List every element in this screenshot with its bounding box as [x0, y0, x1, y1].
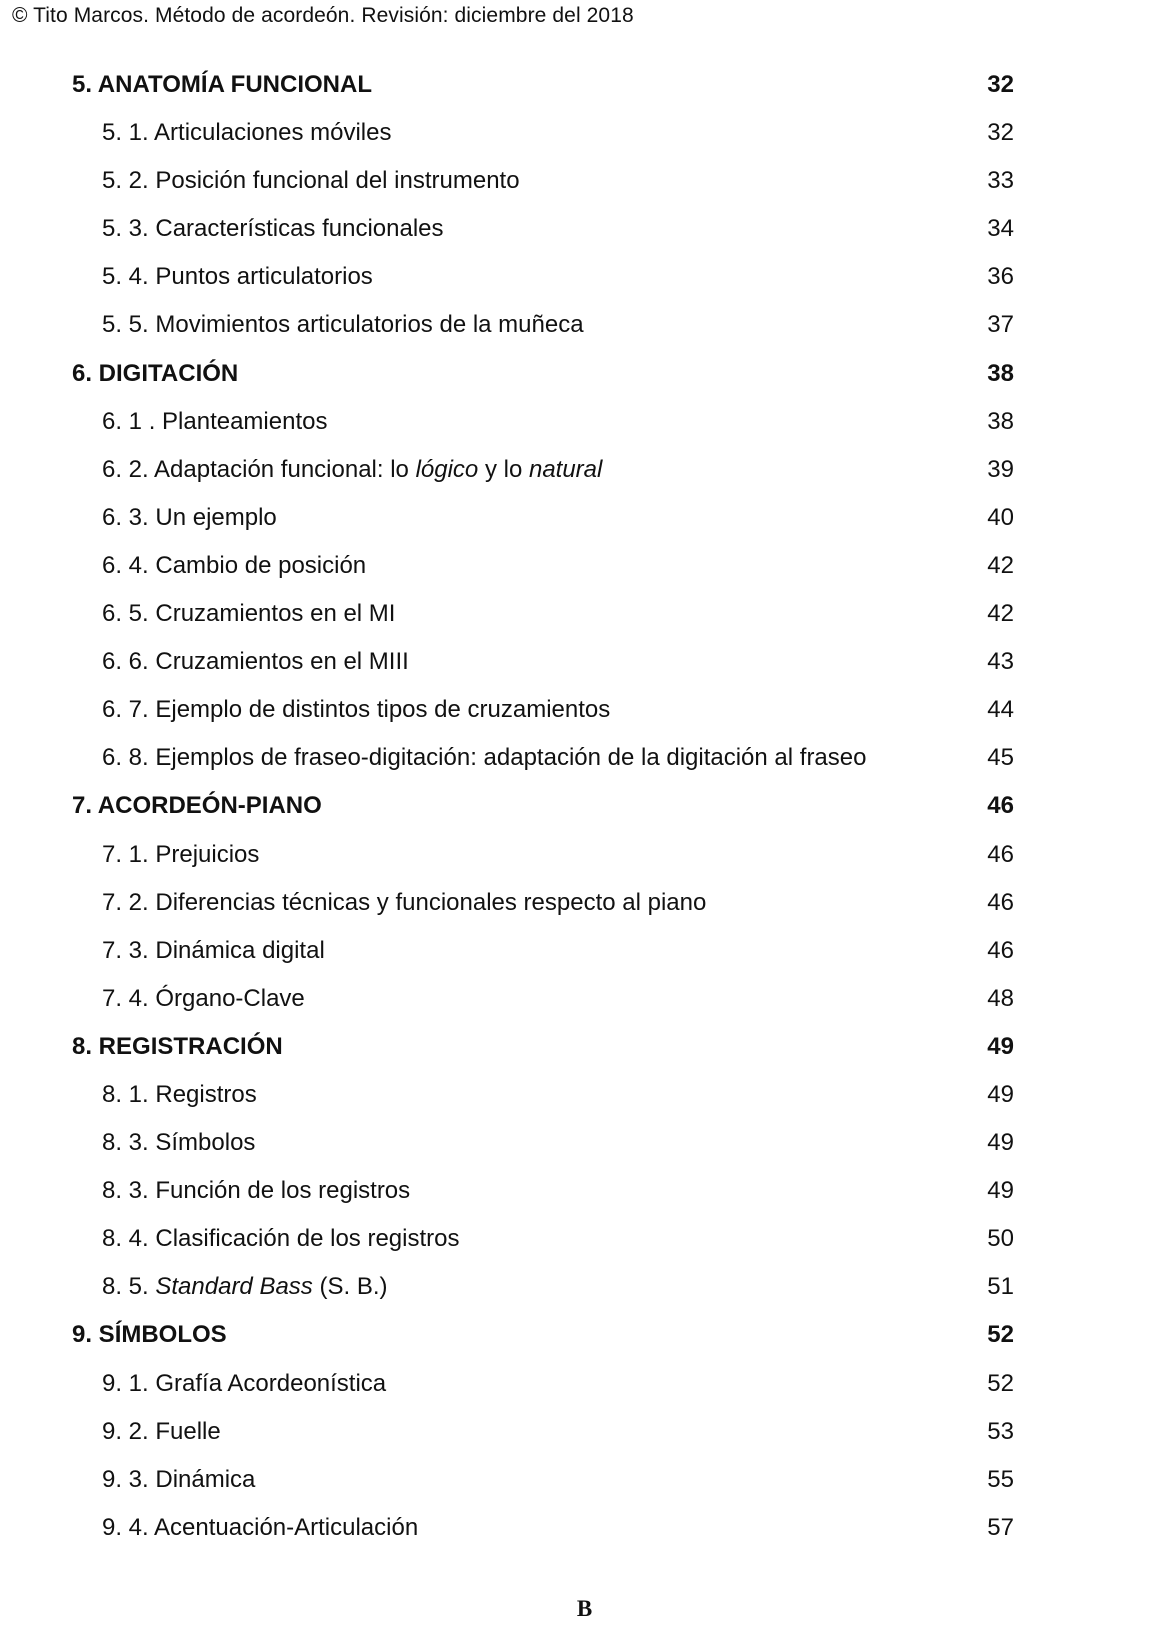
toc-entry-title: 5. 1. Articulaciones móviles	[102, 119, 392, 147]
toc-entry-title: 7. ACORDEÓN-PIANO	[72, 792, 322, 820]
toc-title-part: y lo	[478, 455, 529, 483]
toc-chapter-entry	[72, 782, 1014, 830]
toc-entry-title: 5. 3. Características funcionales	[102, 215, 444, 243]
toc-section-entry	[72, 1263, 1014, 1311]
toc-section-entry	[72, 253, 1014, 301]
toc-entry-title: 7. 2. Diferencias técnicas y funcionales respecto al piano	[102, 888, 707, 916]
toc-page-number: 43	[987, 648, 1014, 676]
toc-page-number: 55	[987, 1465, 1014, 1493]
toc-page-number: 42	[987, 551, 1014, 579]
toc-page-number: 51	[987, 1273, 1014, 1301]
toc-title-italic-part: lógico	[415, 455, 479, 483]
toc-entry-title: 6. 5. Cruzamientos en el MI	[102, 600, 396, 628]
toc-title-part: (S. B.)	[312, 1273, 388, 1301]
table-of-contents	[72, 61, 1014, 1552]
toc-page-number: 48	[987, 984, 1014, 1012]
toc-entry-title: 5. 5. Movimientos articulatorios de la muñeca	[102, 311, 584, 339]
toc-entry-title: 9. 1. Grafía Acordeonística	[102, 1369, 387, 1397]
toc-entry-title: 8. 3. Función de los registros	[102, 1177, 411, 1205]
toc-section-entry	[72, 205, 1014, 253]
toc-section-entry	[72, 1360, 1014, 1408]
toc-chapter-entry	[72, 1311, 1014, 1359]
toc-page-number: 46	[987, 936, 1014, 964]
toc-entry-title: 5. 4. Puntos articulatorios	[102, 263, 373, 291]
toc-section-entry	[72, 494, 1014, 542]
toc-section-entry	[72, 1119, 1014, 1167]
toc-page-number: 42	[987, 600, 1014, 628]
toc-section-entry	[72, 975, 1014, 1023]
toc-page-number: 52	[987, 1369, 1014, 1397]
toc-page-number: 37	[987, 311, 1014, 339]
toc-entry-title: 6. 3. Un ejemplo	[102, 503, 277, 531]
toc-title-part: 8. 5.	[102, 1273, 156, 1301]
toc-page-number: 39	[987, 455, 1014, 483]
toc-page-number: 34	[987, 215, 1014, 243]
toc-section-entry	[72, 1167, 1014, 1215]
toc-entry-title: 9. SÍMBOLOS	[72, 1321, 227, 1349]
toc-section-entry	[72, 1504, 1014, 1552]
toc-entry-title: 9. 3. Dinámica	[102, 1465, 256, 1493]
toc-section-entry	[72, 734, 1014, 782]
toc-page-number: 33	[987, 167, 1014, 195]
toc-page-number: 57	[987, 1513, 1014, 1541]
toc-page-number: 49	[987, 1129, 1014, 1157]
toc-page-number: 46	[987, 840, 1014, 868]
toc-page-number: 32	[987, 71, 1014, 98]
toc-page-number: 36	[987, 263, 1014, 291]
copyright-header: © Tito Marcos. Método de acordeón. Revisión: diciembre del 2018	[12, 4, 634, 27]
toc-section-entry	[72, 398, 1014, 446]
toc-section-entry	[72, 590, 1014, 638]
toc-entry-title: 6. 1 . Planteamientos	[102, 407, 328, 435]
page-letter: B	[576, 1596, 593, 1621]
toc-page-number: 45	[987, 744, 1014, 772]
toc-page-number: 53	[987, 1417, 1014, 1445]
toc-section-entry	[72, 879, 1014, 927]
toc-page-number: 49	[987, 1177, 1014, 1205]
toc-section-entry	[72, 109, 1014, 157]
toc-entry-title: 5. 2. Posición funcional del instrumento	[102, 167, 520, 195]
toc-page-number: 38	[987, 359, 1014, 387]
toc-page-number: 32	[987, 119, 1014, 147]
toc-section-entry	[72, 542, 1014, 590]
toc-page-number: 46	[987, 888, 1014, 916]
toc-entry-title: 6. 7. Ejemplo de distintos tipos de cruzamientos	[102, 696, 611, 724]
toc-entry-title: 6. 8. Ejemplos de fraseo-digitación: adaptación de la digitación al fraseo	[102, 744, 867, 772]
toc-page-number: 49	[987, 1032, 1014, 1060]
toc-section-entry	[72, 831, 1014, 879]
toc-entry-title: 6. DIGITACIÓN	[72, 359, 239, 387]
toc-entry-title: 6. 6. Cruzamientos en el MIII	[102, 648, 409, 676]
toc-page-number: 52	[987, 1321, 1014, 1349]
toc-section-entry	[72, 1215, 1014, 1263]
toc-entry-title	[102, 446, 602, 494]
toc-page-number: 38	[987, 407, 1014, 435]
toc-entry-title	[102, 1263, 387, 1311]
toc-section-entry	[72, 1456, 1014, 1504]
toc-title-italic-part: natural	[528, 455, 603, 483]
toc-chapter-entry	[72, 350, 1014, 398]
toc-page-number: 50	[987, 1225, 1014, 1253]
toc-section-entry	[72, 1408, 1014, 1456]
toc-page-number: 44	[987, 696, 1014, 724]
toc-entry-title: 6. 4. Cambio de posición	[102, 551, 367, 579]
toc-chapter-entry	[72, 61, 1014, 109]
toc-section-entry	[72, 1071, 1014, 1119]
toc-section-entry	[72, 686, 1014, 734]
toc-title-italic-part: Standard Bass	[155, 1273, 313, 1301]
toc-entry-title: 8. 1. Registros	[102, 1080, 257, 1108]
toc-section-entry	[72, 638, 1014, 686]
toc-section-entry	[72, 446, 1014, 494]
toc-entry-title: 5. ANATOMÍA FUNCIONAL	[72, 71, 372, 98]
toc-page-number: 49	[987, 1080, 1014, 1108]
toc-entry-title: 8. REGISTRACIÓN	[72, 1032, 283, 1060]
toc-entry-title: 7. 4. Órgano-Clave	[102, 984, 305, 1012]
toc-entry-title: 9. 4. Acentuación-Articulación	[102, 1513, 419, 1541]
toc-entry-title: 8. 3. Símbolos	[102, 1129, 256, 1157]
toc-entry-title: 7. 3. Dinámica digital	[102, 936, 325, 964]
toc-entry-title: 9. 2. Fuelle	[102, 1417, 221, 1445]
toc-section-entry	[72, 157, 1014, 205]
toc-page-number: 46	[987, 792, 1014, 820]
toc-section-entry	[72, 301, 1014, 349]
toc-chapter-entry	[72, 1023, 1014, 1071]
toc-entry-title: 8. 4. Clasificación de los registros	[102, 1225, 460, 1253]
toc-entry-title: 7. 1. Prejuicios	[102, 840, 260, 868]
toc-section-entry	[72, 927, 1014, 975]
toc-title-part: 6. 2. Adaptación funcional: lo	[102, 455, 416, 483]
toc-page-number: 40	[987, 503, 1014, 531]
